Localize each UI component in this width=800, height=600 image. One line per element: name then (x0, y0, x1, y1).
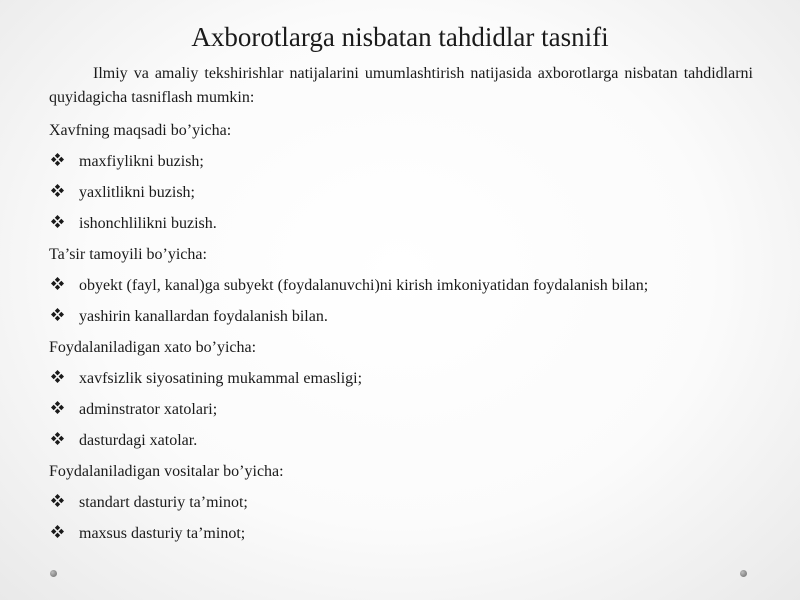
section (49, 332, 753, 456)
list-item (49, 208, 753, 239)
slide-corner-dot-icon (50, 570, 57, 577)
list-item (49, 425, 753, 456)
four-diamond-bullet-icon (49, 498, 79, 507)
list-item-text: ishonchlilikni buzish. (79, 215, 217, 232)
section-heading: Foydalaniladigan vositalar bo’yicha: (49, 463, 284, 480)
list-item (49, 394, 753, 425)
list-item-text: maxfiylikni buzish; (79, 153, 204, 170)
slide-title: Axborotlarga nisbatan tahdidlar tasnifi (191, 22, 609, 52)
four-diamond-bullet-icon (49, 529, 79, 538)
list-item (49, 177, 753, 208)
slide-content (49, 62, 753, 549)
four-diamond-bullet-icon (49, 157, 79, 166)
four-diamond-bullet-icon (49, 219, 79, 228)
list-item-text: yaxlitlikni buzish; (79, 184, 195, 201)
section-heading: Ta’sir tamoyili bo’yicha: (49, 246, 207, 263)
section (49, 456, 753, 549)
list-item (49, 301, 753, 332)
four-diamond-bullet-icon (49, 436, 79, 445)
list-item-text: standart dasturiy ta’minot; (79, 494, 248, 511)
list-item-text: obyekt (fayl, kanal)ga subyekt (foydalanuvchi)ni kirish imkoniyatidan foydalanish bilan; (79, 277, 649, 294)
four-diamond-bullet-icon (49, 281, 79, 290)
list-item-text: dasturdagi xatolar. (79, 432, 198, 449)
four-diamond-bullet-icon (49, 405, 79, 414)
list-item (49, 518, 753, 549)
section-heading: Foydalaniladigan xato bo’yicha: (49, 339, 257, 356)
list-item (49, 146, 753, 177)
list-item-text: maxsus dasturiy ta’minot; (79, 525, 246, 542)
list-item-text: yashirin kanallardan foydalanish bilan. (79, 308, 328, 325)
list-item-text: adminstrator xatolari; (79, 401, 218, 418)
slide-corner-dot-icon (740, 570, 747, 577)
four-diamond-bullet-icon (49, 188, 79, 197)
list-item-text: xavfsizlik siyosatining mukammal emasligi; (79, 370, 363, 387)
list-item (49, 270, 753, 301)
intro-block (49, 62, 753, 110)
intro-paragraph: Ilmiy va amaliy tekshirishlar natijalarini umumlashtirish natijasida axborotlarga nisbatan tahdidlarni quyidagicha tasniflash mumkin: (49, 65, 753, 106)
section-heading: Xavfning maqsadi bo’yicha: (49, 122, 232, 139)
section (49, 239, 753, 332)
list-item (49, 363, 753, 394)
four-diamond-bullet-icon (49, 374, 79, 383)
section (49, 115, 753, 239)
list-item (49, 487, 753, 518)
four-diamond-bullet-icon (49, 312, 79, 321)
